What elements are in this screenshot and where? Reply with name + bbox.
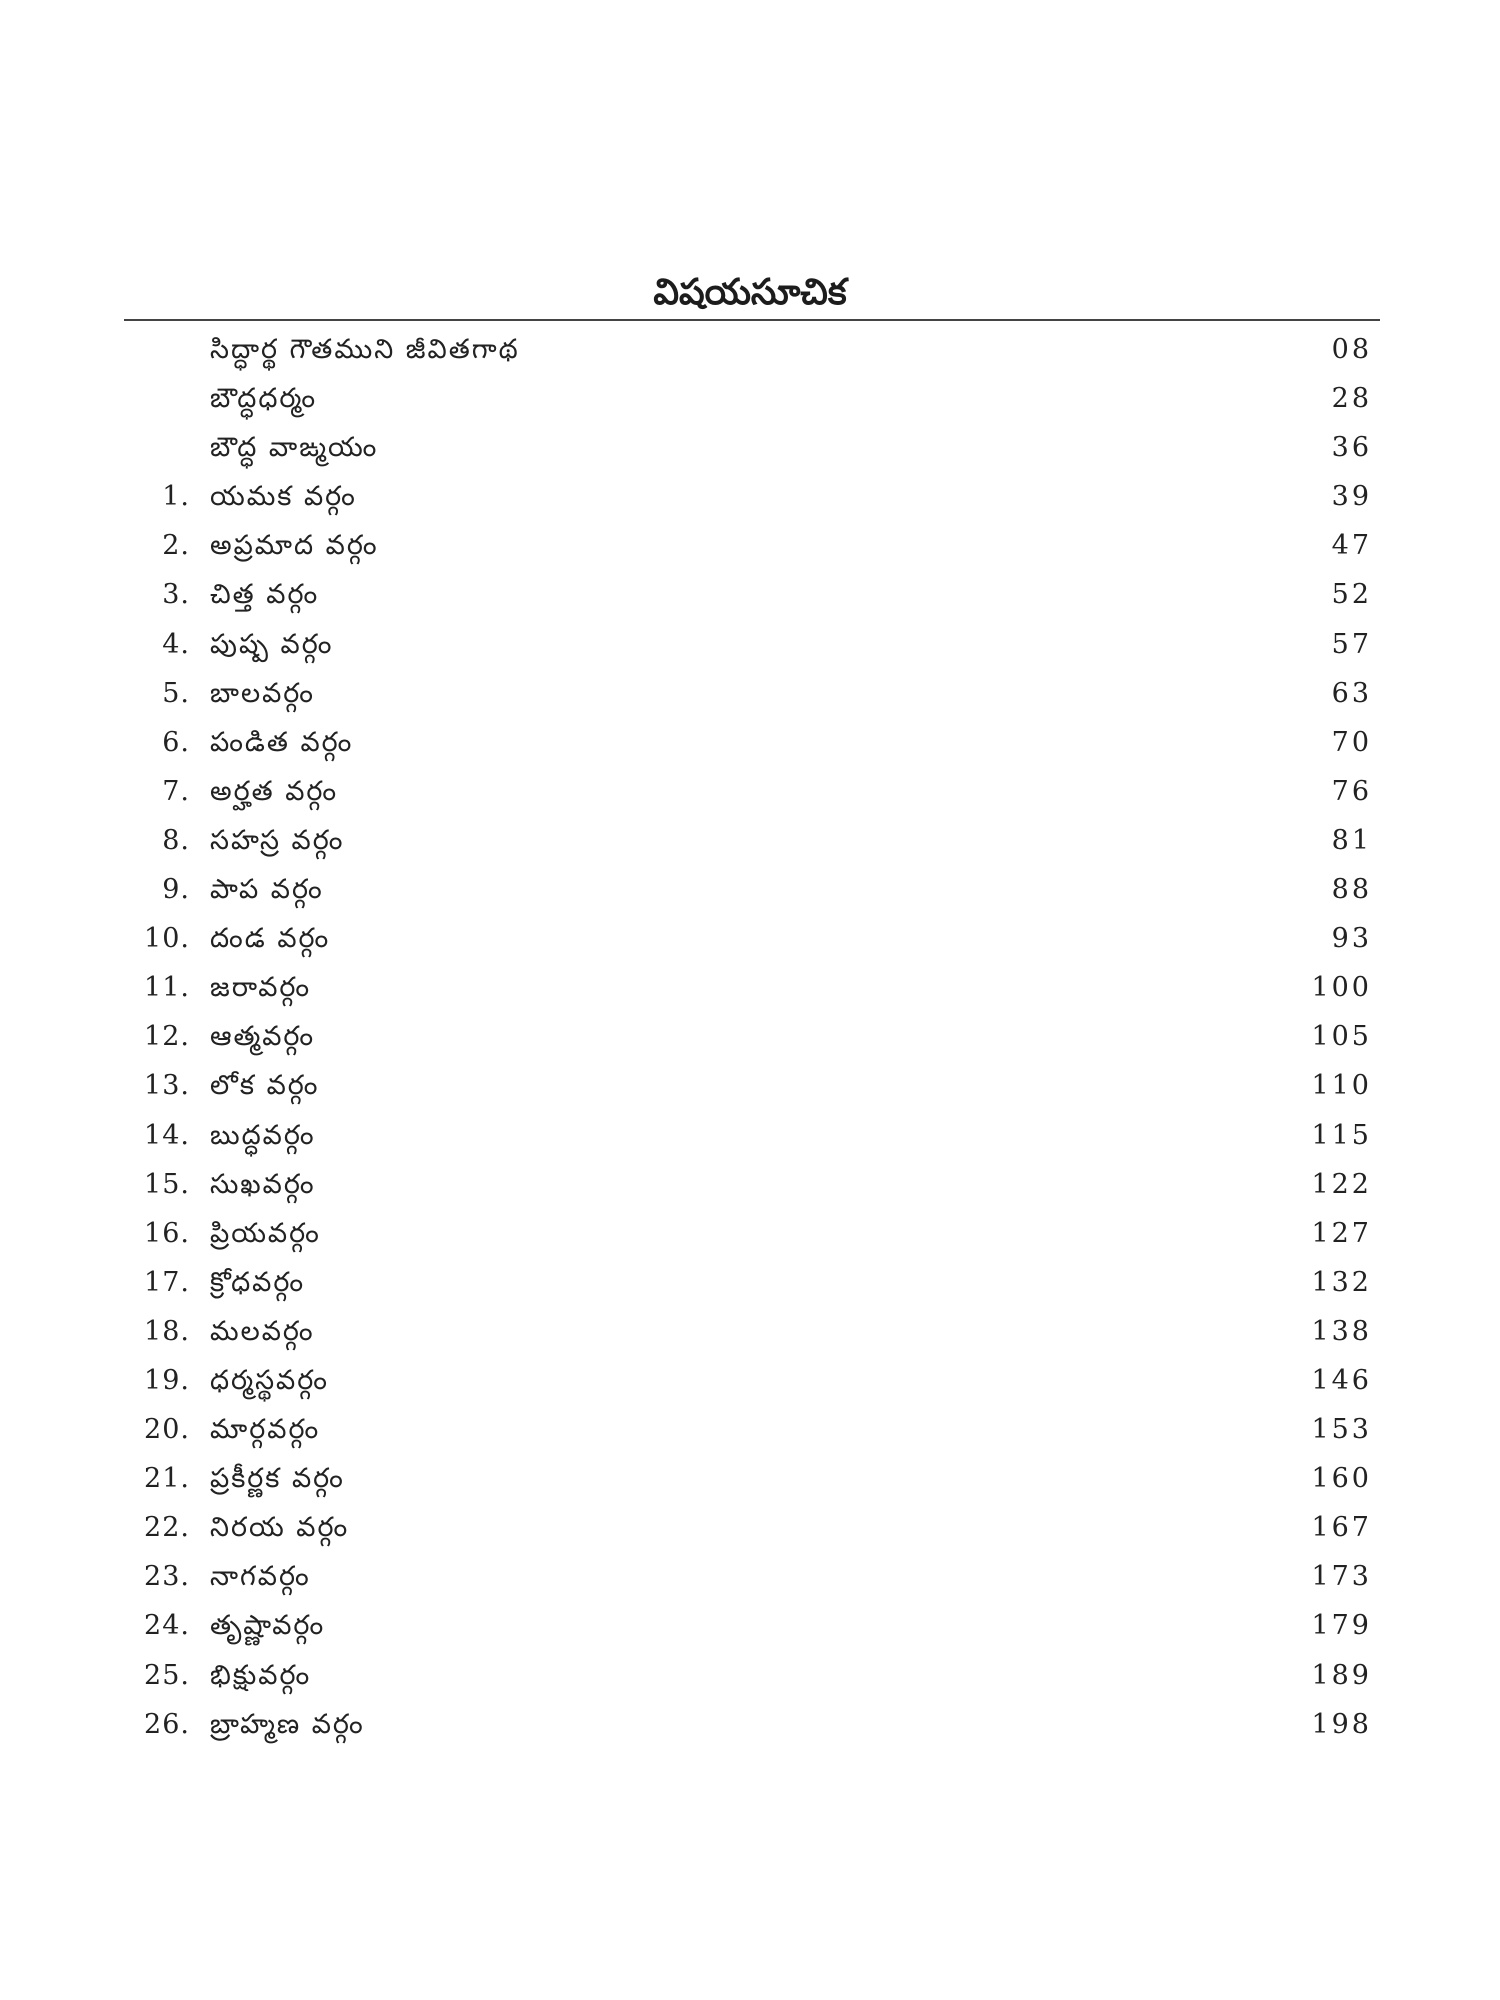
toc-entry-page-number: 110 [1311,1070,1372,1102]
toc-entry-title: పండిత వర్గం [210,726,354,758]
toc-entry-number: 7. [162,775,190,807]
toc-entry [0,621,1500,670]
toc-entry-title: సిద్ధార్థ గౌతముని జీవితగాథ [210,334,520,365]
toc-entry-page-number: 63 [1331,677,1372,709]
toc-entry [0,1504,1500,1553]
toc-entry [0,326,1500,375]
toc-entry [0,964,1500,1013]
toc-entry-page-number: 105 [1311,1021,1372,1053]
toc-entry [0,571,1500,620]
toc-entry-number: 2. [162,530,190,562]
toc-entry-number: 14. [144,1119,190,1151]
toc-entry-page-number: 167 [1311,1512,1372,1544]
toc-entry-number: 24. [144,1610,190,1642]
toc-entry [0,1357,1500,1406]
toc-entry-title: బ్రాహ్మణ వర్గం [210,1708,365,1740]
toc-entry-number: 21. [144,1463,190,1495]
toc-entry [0,915,1500,964]
toc-entry-number: 15. [144,1168,190,1200]
toc-entry [0,719,1500,768]
toc-entry [0,1013,1500,1062]
toc-entry-title: యమక వర్గం [210,481,357,513]
toc-entry-page-number: 173 [1311,1561,1372,1593]
toc-entry-number: 20. [144,1414,190,1446]
toc-entry-page-number: 88 [1331,874,1372,906]
toc-entry [0,1161,1500,1210]
toc-entry-title: మార్గవర్గం [210,1414,321,1446]
toc-entry-title: నిరయ వర్గం [210,1512,350,1544]
toc-entry-title: బాలవర్గం [210,677,315,709]
toc-entry-page-number: 132 [1311,1266,1372,1298]
toc-entry-number: 26. [144,1708,190,1740]
toc-entry-page-number: 81 [1331,824,1372,856]
toc-entry-title: పుష్ప వర్గం [210,628,334,660]
toc-entry-number: 18. [144,1315,190,1347]
toc-entry-number: 23. [144,1561,190,1593]
toc-entry-number: 4. [162,628,190,660]
toc-entry-page-number: 57 [1331,628,1372,660]
toc-entry-title: సహస్ర వర్గం [210,824,345,856]
toc-entry-page-number: 47 [1331,530,1372,562]
toc-entry-title: లోక వర్గం [210,1070,320,1102]
toc-entry-page-number: 160 [1311,1463,1372,1495]
toc-entry-number: 1. [162,481,190,513]
toc-entry-number: 19. [144,1364,190,1396]
toc-entry-page-number: 127 [1311,1217,1372,1249]
toc-entry-title: నాగవర్గం [210,1561,311,1593]
toc-entry [0,473,1500,522]
toc-entry-page-number: 08 [1331,334,1372,365]
toc-entry-page-number: 146 [1311,1364,1372,1396]
toc-entry [0,1406,1500,1455]
toc-entry-title: జరావర్గం [210,972,312,1004]
title-underline-divider [124,319,1380,321]
toc-entry [0,1210,1500,1259]
toc-entry-number: 11. [144,972,190,1004]
toc-entry-page-number: 93 [1331,923,1372,955]
toc-entry [0,768,1500,817]
toc-entry-title: బౌద్ధధర్మం [210,383,318,415]
toc-entry [0,1062,1500,1111]
toc-entry-page-number: 138 [1311,1315,1372,1347]
toc-entry [0,1455,1500,1504]
toc-entry-title: భిక్షువర్గం [210,1659,312,1691]
toc-entry [0,1701,1500,1750]
toc-entry-number: 25. [144,1659,190,1691]
toc-entry-number: 10. [144,923,190,955]
toc-entry [0,1259,1500,1308]
toc-entry-page-number: 153 [1311,1414,1372,1446]
toc-entry [0,1652,1500,1701]
toc-entry-title: ఆత్మవర్గం [210,1021,316,1053]
toc-entry-number: 6. [162,726,190,758]
toc-entry-page-number: 122 [1311,1168,1372,1200]
toc-entry-number: 17. [144,1266,190,1298]
toc-entry-page-number: 189 [1311,1659,1372,1691]
toc-entry-title: ప్రియవర్గం [210,1217,321,1249]
toc-entry-page-number: 100 [1311,972,1372,1004]
toc-entry-title: మలవర్గం [210,1315,315,1347]
toc-entry-page-number: 115 [1311,1119,1372,1151]
toc-entry-number: 9. [162,874,190,906]
toc-entry [0,1308,1500,1357]
toc-entry-page-number: 198 [1311,1708,1372,1740]
toc-entry-title: ప్రకీర్ణక వర్గం [210,1463,345,1495]
toc-entry-title: బుద్ధవర్గం [210,1119,316,1151]
toc-entry-number: 13. [144,1070,190,1102]
toc-entry-number: 8. [162,824,190,856]
toc-entry-title: బౌద్ధ వాఙ్మయం [210,432,379,464]
toc-entry [0,866,1500,915]
table-of-contents [0,326,1500,1750]
toc-entry-page-number: 36 [1331,432,1372,464]
page-title: విషయసూచిక [653,272,847,313]
toc-entry-title: దండ వర్గం [210,923,331,955]
toc-entry-title: అప్రమాద వర్గం [210,530,379,562]
toc-entry-page-number: 179 [1311,1610,1372,1642]
toc-entry [0,1112,1500,1161]
toc-entry [0,817,1500,866]
toc-entry [0,1602,1500,1651]
toc-entry-title: చిత్త వర్గం [210,579,320,611]
toc-entry [0,375,1500,424]
toc-entry-number: 12. [144,1021,190,1053]
toc-entry-page-number: 52 [1331,579,1372,611]
toc-entry-title: సుఖవర్గం [210,1168,316,1200]
toc-entry-number: 3. [162,579,190,611]
toc-entry-page-number: 39 [1331,481,1372,513]
toc-entry [0,424,1500,473]
toc-entry [0,522,1500,571]
toc-entry-title: తృష్ణావర్గం [210,1610,326,1642]
toc-entry [0,1553,1500,1602]
toc-entry-page-number: 70 [1331,726,1372,758]
toc-entry [0,670,1500,719]
toc-entry-number: 5. [162,677,190,709]
toc-entry-title: క్రోధవర్గం [210,1266,306,1298]
toc-entry-title: అర్హత వర్గం [210,775,339,807]
toc-entry-number: 22. [144,1512,190,1544]
toc-entry-number: 16. [144,1217,190,1249]
toc-entry-title: పాప వర్గం [210,874,324,906]
toc-entry-page-number: 28 [1331,383,1372,415]
toc-entry-page-number: 76 [1331,775,1372,807]
toc-entry-title: ధర్మస్థవర్గం [210,1364,329,1396]
